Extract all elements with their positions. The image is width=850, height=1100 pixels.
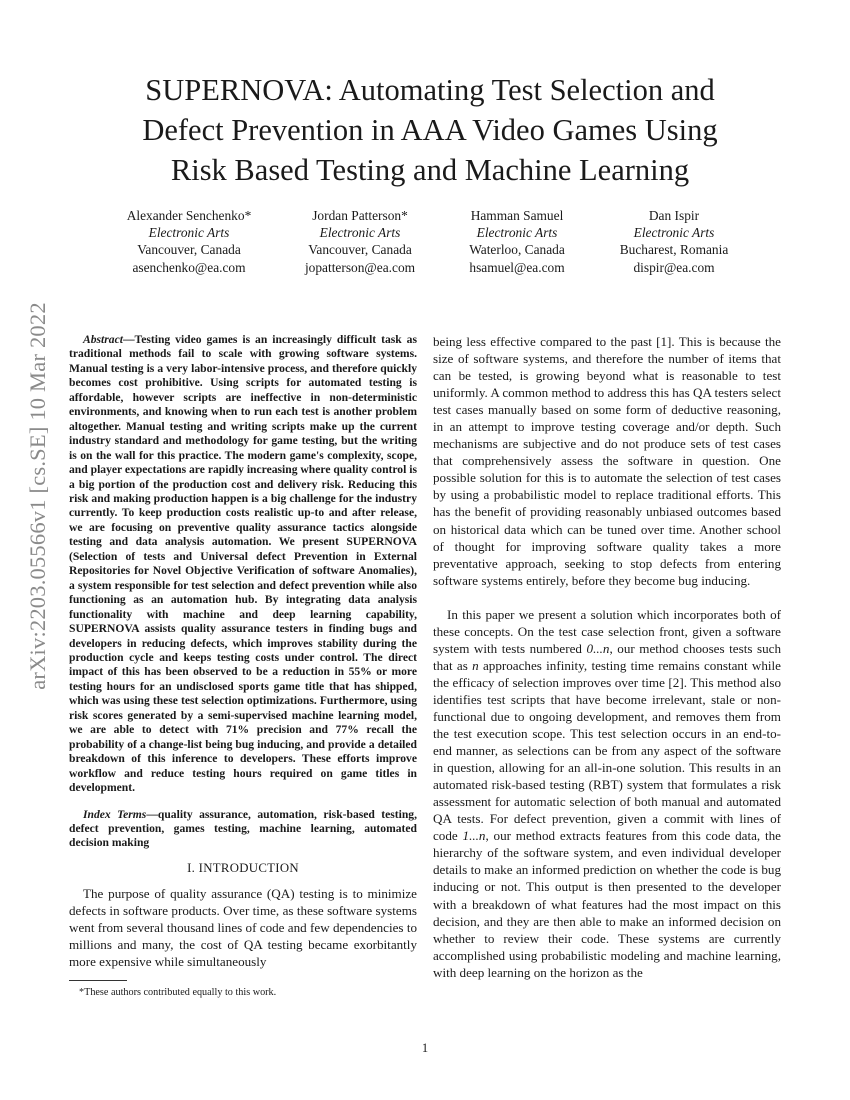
author-card	[99, 207, 279, 276]
author-location: Vancouver, Canada	[308, 242, 412, 258]
math-inline: n	[472, 657, 479, 673]
author-affiliation: Electronic Arts	[633, 225, 715, 241]
abstract-label: Abstract	[83, 333, 123, 346]
page-number: 1	[421, 1041, 429, 1055]
arxiv-identifier-stamp	[18, 296, 58, 696]
index-terms	[69, 808, 417, 851]
text-run: In this paper we present a solution which incorporates both of these concepts. On the test case selection front, given a software system with tests numbered	[433, 606, 781, 656]
text-run: , our method chooses tests such that as	[433, 640, 781, 673]
author-card	[584, 207, 764, 276]
title-line: SUPERNOVA: Automating Test Selection and	[145, 73, 715, 107]
abstract-text: —Testing video games is an increasingly difficult task as traditional methods fail to scale with growing software systems. Manual testing is a very labor-intensive process, and therefore quickly becomes cost prohibitive. Using scripts for automated testing is affordable, however scripts are ineffective in non-deterministic environments, and knowing when to run each test is another problem altogether. Manual testing and writing scripts make up the current industry standard and methodology for game testing, but the writing is on the wall for this practice. The modern game's complexity, scope, and player expectations are rapidly increasing where quality control is a big portion of the production cost and delivery risk. Reducing this risk and making production happen is a big challenge for the industry currently. To keep production costs realistic up-to and after release, we are focusing on preventive quality assurance tactics alongside testing and data analysis automation. We present SUPERNOVA (Selection of tests and Universal defect Prevention in External Repositories for Novel Objective Verification of software Anomalies), a system responsible for test selection and defect prevention while also functioning as an automation hub. By integrating data analysis functionality with machine and deep learning capability, SUPERNOVA assists quality assurance testers in finding bugs and developers in reducing defects, which improves stability during the production cycle and keeps testing costs under control. The direct impact of this has been observed to be a reduction in 55% or more testing hours for an undisclosed sports game title that has shipped, which was using these test selection optimizations. Furthermore, using risk scores generated by a semi-supervised machine learning model, we are able to detect with 71% precision and 77% recall the probability of a change-list being bug inducing, and provide a detailed breakdown of this inference to developers. These efforts improve workflow and reduce testing hours required on game titles in development.	[69, 333, 417, 795]
author-card	[270, 207, 450, 276]
left-column	[69, 333, 417, 970]
author-name: Dan Ispir	[648, 208, 700, 223]
intro-paragraph: The purpose of quality assurance (QA) testing is to minimize defects in software products. Over time, as these software systems went from several thousand lines of code and few dependencies to millions and many, the cost of QA testing became exorbitantly more expensive while simultaneously	[69, 885, 417, 970]
right-column	[433, 333, 781, 981]
author-location: Vancouver, Canada	[137, 242, 241, 258]
arxiv-identifier-text: arXiv:2203.05566v1 [cs.SE] 10 Mar 2022	[25, 302, 50, 690]
author-location: Bucharest, Romania	[619, 242, 729, 258]
author-email: asenchenko@ea.com	[132, 259, 246, 275]
author-name: Hamman Samuel	[470, 208, 564, 223]
title-line: Defect Prevention in AAA Video Games Using	[142, 113, 718, 147]
text-run: , our method extracts features from this code data, the hierarchy of the software system, and even individual developer details to make an informed prediction on whether the code is bug inducing or not. This output is then presented to the developer with a breakdown of what features had the most impact on this decision, and they are then able to make an informed decision on whether to review their code. These systems are currently accomplished using probabilistic modeling and machine learning, with deep learning on the horizon as the	[433, 828, 781, 980]
author-email: jopatterson@ea.com	[304, 259, 416, 275]
author-email: dispir@ea.com	[633, 259, 715, 275]
index-terms-label: Index Terms	[83, 807, 147, 821]
author-affiliation: Electronic Arts	[319, 225, 401, 241]
body-paragraph: being less effective compared to the past [1]. This is because the size of software systems, and therefore the number of items that can be tested, is growing beyond what is reasonable to test uniformly. A common method to address this has QA testers select test cases manually based on some form of deductive reasoning, in an attempt to improve testing coverage and/or depth. Such mechanisms are subjective and do not produce sets of test cases that comprehensively assess the software in question. One possible solution for this is to automate the selection of test cases by using a probabilistic model to replace traditional efforts. This has the benefit of providing reasonably unbiased outcomes based on historical data which can be tuned over time. Another school of thought for improving software quality takes a more preventative approach, seeking to stop defects from entering software systems entirely, before they become bug inducing.	[433, 334, 781, 588]
author-location: Waterloo, Canada	[469, 242, 565, 258]
author-card	[427, 207, 607, 276]
title-line: Risk Based Testing and Machine Learning	[170, 153, 690, 187]
math-inline: 0...n	[586, 640, 610, 656]
paper-title	[80, 70, 780, 190]
index-terms-text: —quality assurance, automation, risk-based testing, defect prevention, games testing, machine learning, automated decision making	[69, 807, 417, 850]
abstract	[69, 333, 417, 796]
author-name: Alexander Senchenko*	[126, 208, 252, 223]
footnote: *These authors contributed equally to this work.	[79, 987, 277, 998]
author-email: hsamuel@ea.com	[469, 259, 565, 275]
math-inline: 1...n	[462, 828, 486, 844]
author-affiliation: Electronic Arts	[476, 225, 558, 241]
text-run: approaches infinity, testing time remains constant while the efficacy of selection improves over time [2]. This method also identifies test scripts that have become irrelevant, stale or non-functional due to ongoing development, and removes them from the test execution scope. This test selection occurs in an end-to-end manner, as selections can be from any aspect of the software in question, allowing for an all-in-one solution. This results in an automated risk-based testing (RBT) system that formulates a risk assessment for automatic selection of both manual and automated QA tests. For defect prevention, given a commit with lines of code	[433, 657, 781, 844]
footnote-rule	[69, 980, 127, 981]
section-heading: I. INTRODUCTION	[187, 860, 299, 875]
author-name: Jordan Patterson*	[312, 208, 408, 223]
body-paragraph	[433, 606, 781, 981]
author-affiliation: Electronic Arts	[148, 225, 230, 241]
